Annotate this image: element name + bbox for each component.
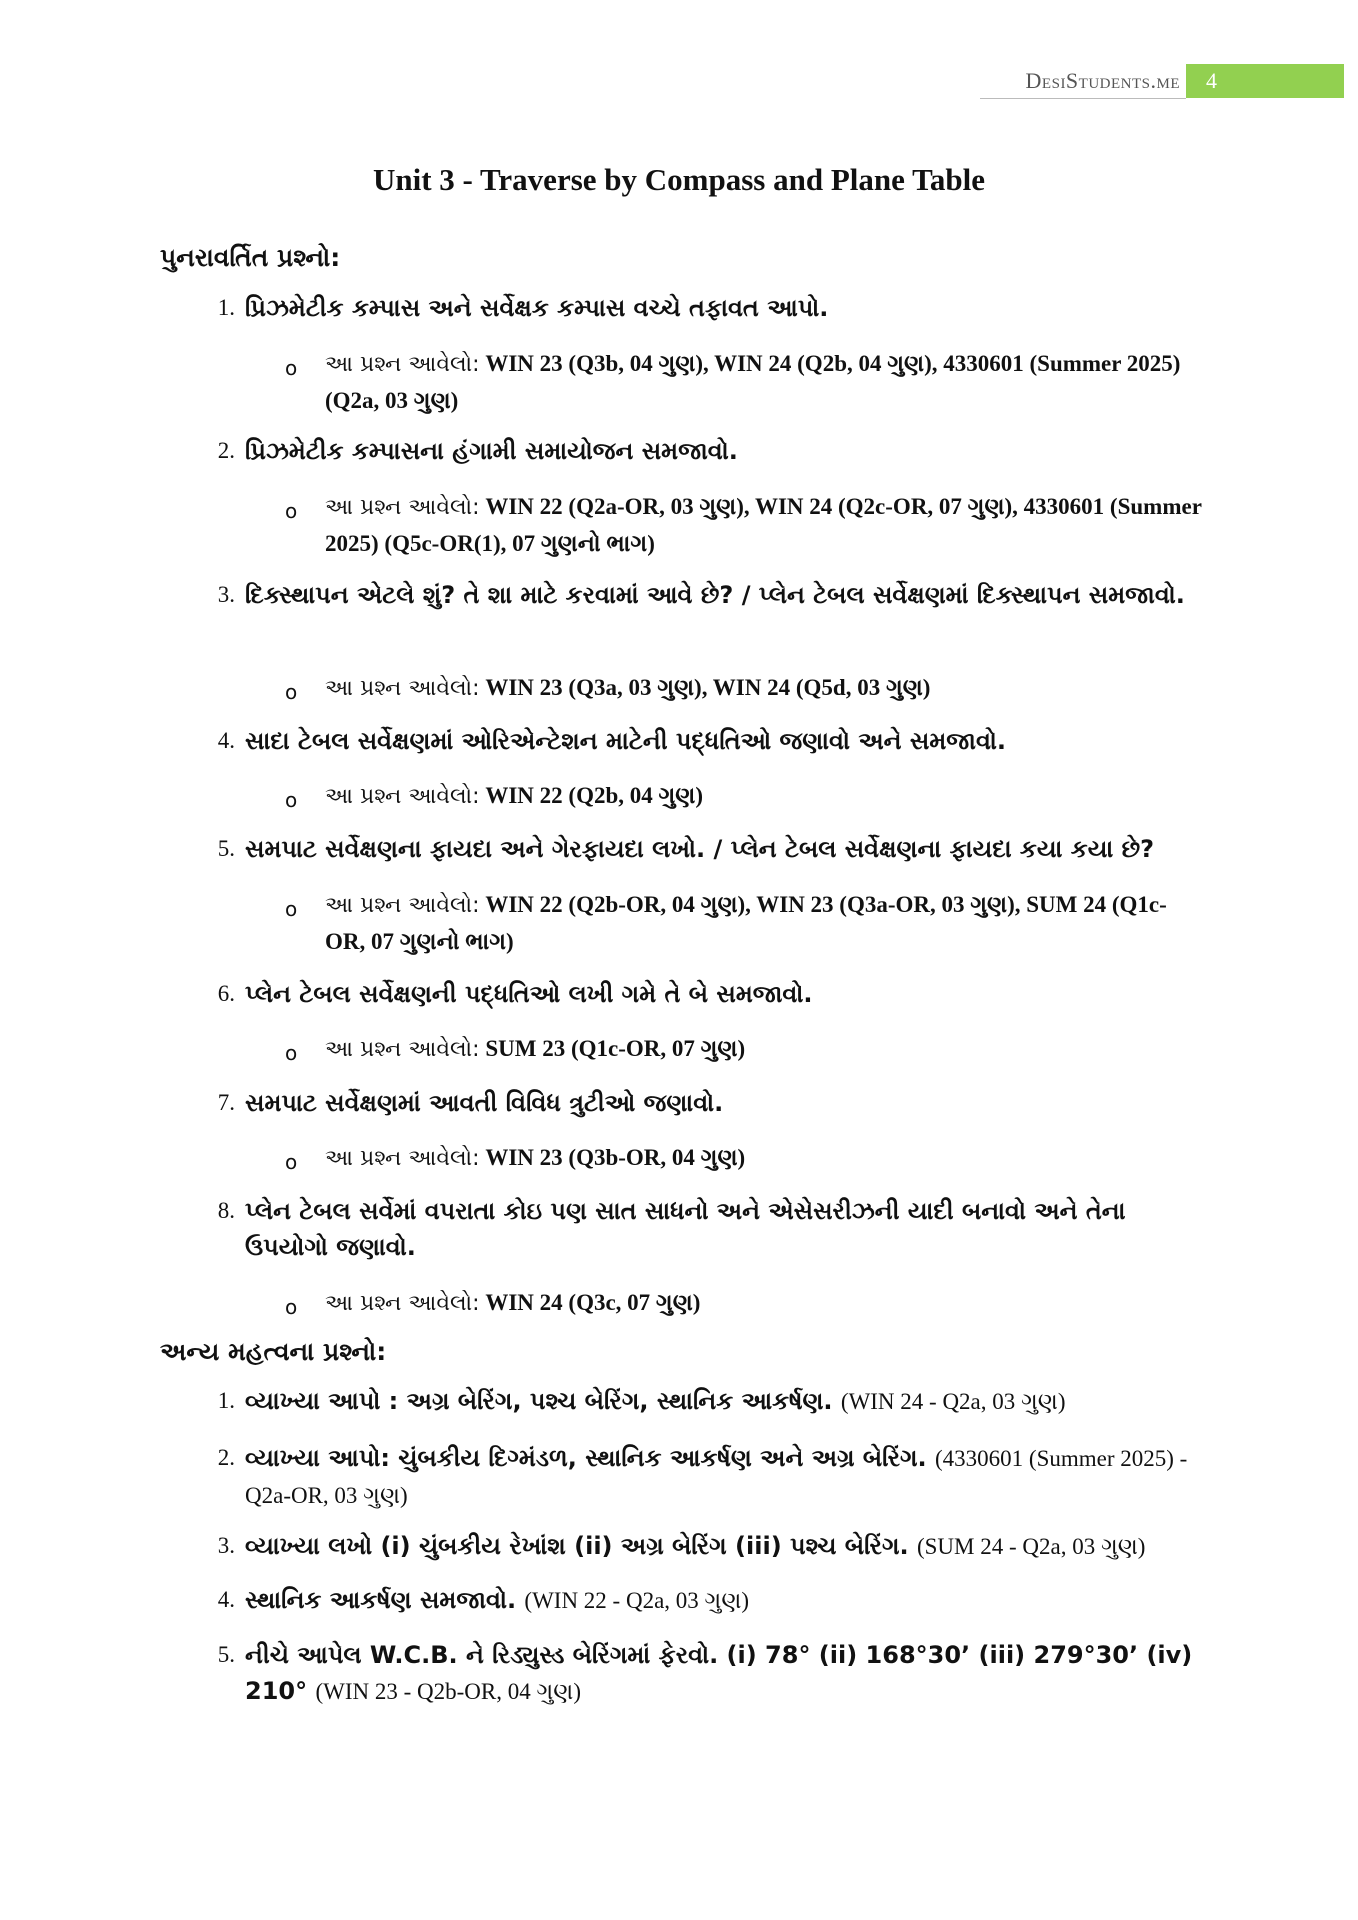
source-label: આ પ્રશ્ન આવેલો: bbox=[325, 1291, 480, 1316]
source-value: SUM 23 (Q1c-OR, 07 ગુણ) bbox=[485, 1036, 746, 1061]
source-line bbox=[285, 1031, 1205, 1068]
question-number: 2. bbox=[217, 438, 235, 463]
question-text: સાદા ટેબલ સર્વેક્ષણમાં ઓરિએન્ટેશન માટેની પદ્ધતિઓ જણાવો અને સમજાવો. bbox=[245, 727, 1007, 755]
question-text: પ્રિઝમેટીક કમ્પાસના હંગામી સમાયોજન સમજાવો. bbox=[245, 437, 738, 465]
source-line bbox=[285, 489, 1205, 562]
source-label: આ પ્રશ્ન આવેલો: bbox=[325, 893, 480, 918]
question-item bbox=[203, 723, 1203, 759]
question-text: સ્થાનિક આકર્ષણ સમજાવો. (WIN 22 - Q2a, 03 ગુણ) bbox=[245, 1586, 750, 1614]
question-item bbox=[203, 976, 1203, 1012]
source-label: આ પ્રશ્ન આવેલો: bbox=[325, 1037, 480, 1062]
question-number: 4. bbox=[217, 1587, 235, 1612]
question-item bbox=[203, 577, 1203, 613]
source-line bbox=[285, 887, 1205, 960]
question-number: 1. bbox=[217, 295, 235, 320]
source-value: WIN 24 (Q3c, 07 ગુણ) bbox=[485, 1290, 701, 1315]
bullet-icon: o bbox=[285, 1041, 298, 1065]
source-value: WIN 22 (Q2a-OR, 03 ગુણ), WIN 24 (Q2c-OR, 07 ગુણ), 4330601 (Summer 2025) (Q5c-OR(1), 07 ગુણનો ભાગ) bbox=[325, 494, 1202, 556]
source-line bbox=[285, 1140, 1205, 1177]
question-text: નીચે આપેલ W.C.B. ને રિડ્યુસ્ડ બેરિંગમાં ફેરવો. (i) 78° (ii) 168°30’ (iii) 279°30’ (iv) 210° (WIN 23 - Q2b-OR, 04 ગુણ) bbox=[245, 1641, 1193, 1705]
bullet-icon: o bbox=[285, 1150, 298, 1174]
question-number: 7. bbox=[217, 1090, 235, 1115]
bullet-icon: o bbox=[285, 1295, 298, 1319]
other-questions-heading: અન્ય મહત્વના પ્રશ્નો: bbox=[160, 1337, 387, 1366]
question-number: 5. bbox=[217, 1642, 235, 1667]
question-number: 4. bbox=[217, 728, 235, 753]
question-text: વ્યાખ્યા આપો : અગ્ર બેરિંગ, પશ્ચ બેરિંગ, સ્થાનિક આકર્ષણ. (WIN 24 - Q2a, 03 ગુણ) bbox=[245, 1387, 1066, 1415]
bullet-icon: o bbox=[285, 788, 298, 812]
question-reference: (WIN 22 - Q2a, 03 ગુણ) bbox=[524, 1588, 750, 1613]
source-line bbox=[285, 346, 1205, 419]
question-number: 5. bbox=[217, 836, 235, 861]
bullet-icon: o bbox=[285, 356, 298, 380]
question-item bbox=[203, 1637, 1203, 1710]
source-value: WIN 22 (Q2b-OR, 04 ગુણ), WIN 23 (Q3a-OR, 03 ગુણ), SUM 24 (Q1c-OR, 07 ગુણનો ભાગ) bbox=[325, 892, 1167, 954]
question-number: 3. bbox=[217, 582, 235, 607]
question-number: 1. bbox=[217, 1388, 235, 1413]
question-text: દિક્સ્થાપન એટલે શું? તે શા માટે કરવામાં આવે છે? / પ્લેન ટેબલ સર્વેક્ષણમાં દિક્સ્થાપન સમજાવો. bbox=[245, 581, 1185, 609]
question-item bbox=[203, 1193, 1203, 1265]
source-label: આ પ્રશ્ન આવેલો: bbox=[325, 676, 480, 701]
question-text: પ્લેન ટેબલ સર્વેક્ષણની પદ્ધતિઓ લખી ગમે તે બે સમજાવો. bbox=[245, 980, 813, 1008]
question-number: 6. bbox=[217, 981, 235, 1006]
question-reference: (4330601 (Summer 2025) - Q2a-OR, 03 ગુણ) bbox=[245, 1446, 1188, 1508]
source-label: આ પ્રશ્ન આવેલો: bbox=[325, 784, 480, 809]
source-value: WIN 23 (Q3b, 04 ગુણ), WIN 24 (Q2b, 04 ગુણ), 4330601 (Summer 2025) (Q2a, 03 ગુણ) bbox=[325, 351, 1181, 413]
question-reference: (SUM 24 - Q2a, 03 ગુણ) bbox=[916, 1534, 1146, 1559]
bullet-icon: o bbox=[285, 897, 298, 921]
question-text: પ્રિઝમેટીક કમ્પાસ અને સર્વેક્ષક કમ્પાસ વચ્ચે તફાવત આપો. bbox=[245, 294, 829, 322]
question-item bbox=[203, 1582, 1203, 1619]
header-brand: DesiStudents.me bbox=[1025, 68, 1180, 93]
source-value: WIN 23 (Q3a, 03 ગુણ), WIN 24 (Q5d, 03 ગુણ) bbox=[485, 675, 931, 700]
question-number: 8. bbox=[217, 1198, 235, 1223]
question-item bbox=[203, 1383, 1203, 1420]
question-text: વ્યાખ્યા લખો (i) ચુંબકીય રેખાંશ (ii) અગ્ર બેરિંગ (iii) પશ્ચ બેરિંગ. (SUM 24 - Q2a, 03 ગુણ) bbox=[245, 1532, 1146, 1560]
question-item bbox=[203, 1440, 1203, 1514]
question-item bbox=[203, 290, 1203, 326]
question-text: સમપાટ સર્વેક્ષણમાં આવતી વિવિધ ત્રુટીઓ જણાવો. bbox=[245, 1089, 724, 1117]
question-reference: (WIN 23 - Q2b-OR, 04 ગુણ) bbox=[315, 1679, 581, 1704]
header-rule bbox=[980, 98, 1186, 99]
source-line bbox=[285, 670, 1205, 707]
question-item bbox=[203, 831, 1203, 867]
source-label: આ પ્રશ્ન આવેલો: bbox=[325, 1146, 480, 1171]
source-value: WIN 22 (Q2b, 04 ગુણ) bbox=[485, 783, 704, 808]
bullet-icon: o bbox=[285, 680, 298, 704]
question-item bbox=[203, 1528, 1203, 1565]
page-number: 4 bbox=[1186, 64, 1344, 98]
source-label: આ પ્રશ્ન આવેલો: bbox=[325, 495, 480, 520]
source-label: આ પ્રશ્ન આવેલો: bbox=[325, 352, 480, 377]
source-line bbox=[285, 1285, 1205, 1322]
source-line bbox=[285, 778, 1205, 815]
source-value: WIN 23 (Q3b-OR, 04 ગુણ) bbox=[485, 1145, 746, 1170]
question-text: પ્લેન ટેબલ સર્વેમાં વપરાતા કોઇ પણ સાત સાધનો અને એસેસરીઝની યાદી બનાવો અને તેના ઉપયોગો જણાવો. bbox=[245, 1197, 1126, 1261]
repeated-questions-heading: પુનરાવર્તિત પ્રશ્નો: bbox=[160, 243, 341, 272]
bullet-icon: o bbox=[285, 499, 298, 523]
question-reference: (WIN 24 - Q2a, 03 ગુણ) bbox=[840, 1389, 1066, 1414]
question-number: 3. bbox=[217, 1533, 235, 1558]
question-number: 2. bbox=[217, 1445, 235, 1470]
question-item bbox=[203, 1085, 1203, 1121]
page-title: Unit 3 - Traverse by Compass and Plane Table bbox=[372, 162, 986, 197]
question-text: સમપાટ સર્વેક્ષણના ફાયદા અને ગેરફાયદા લખો. / પ્લેન ટેબલ સર્વેક્ષણના ફાયદા કયા કયા છે? bbox=[245, 835, 1155, 863]
question-text: વ્યાખ્યા આપો: ચુંબકીય દિગ્મંડળ, સ્થાનિક આકર્ષણ અને અગ્ર બેરિંગ. (4330601 (Summer 2025) - Q2a-OR, 03 ગુણ) bbox=[245, 1444, 1188, 1508]
question-item bbox=[203, 433, 1203, 469]
